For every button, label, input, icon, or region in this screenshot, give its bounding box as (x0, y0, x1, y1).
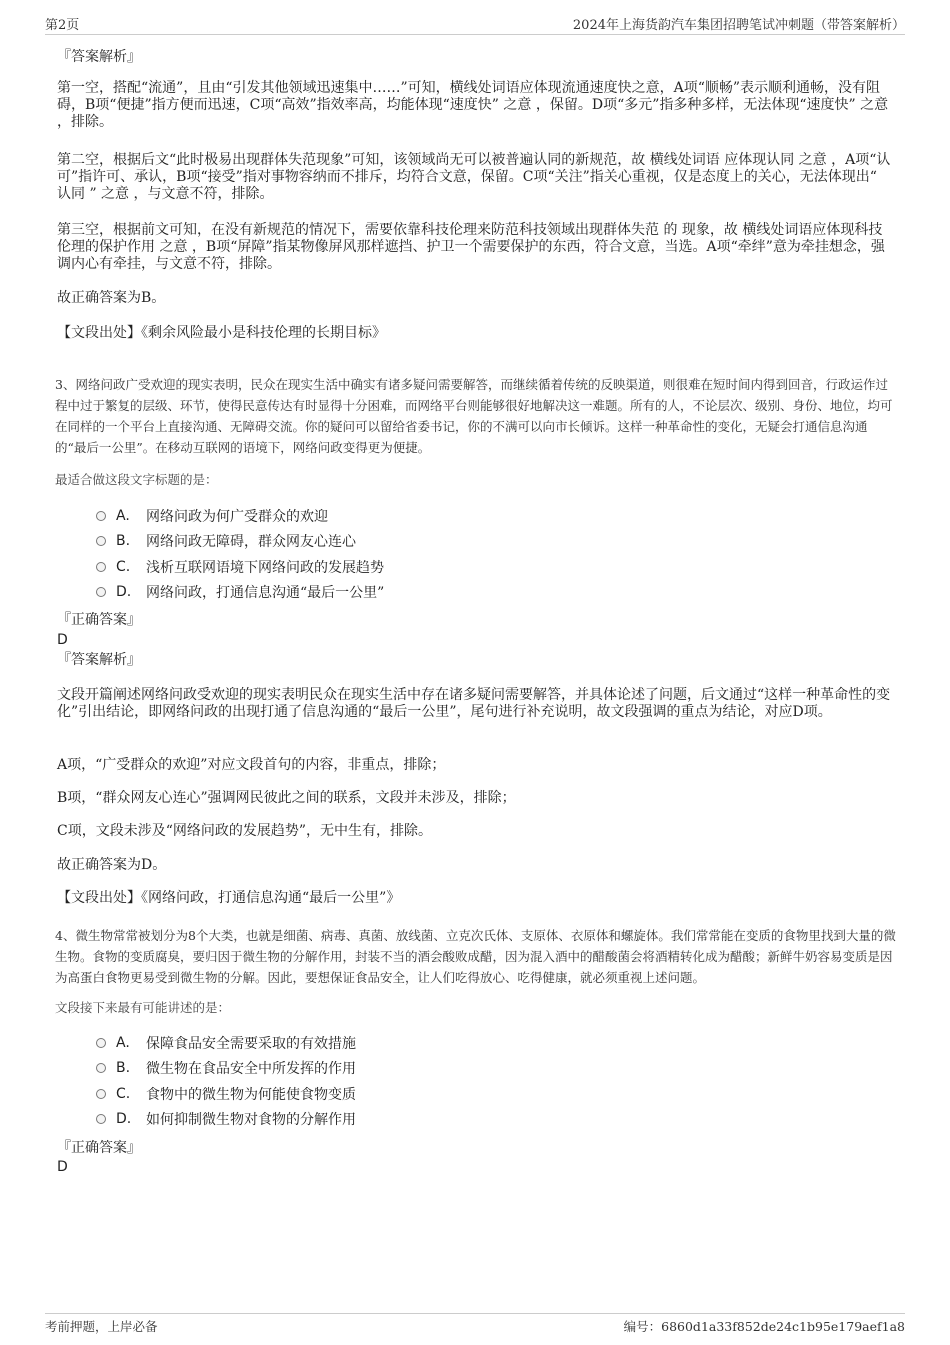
option-letter: D. (116, 1111, 132, 1128)
q4-option-b[interactable] (96, 1056, 356, 1082)
option-text: 食物中的微生物为何能使食物变质 (146, 1086, 356, 1103)
page-number: 第2页 (45, 18, 80, 33)
option-letter: B. (116, 533, 131, 550)
option-letter: A. (116, 507, 130, 524)
option-letter: B. (116, 1060, 131, 1077)
option-letter: D. (116, 584, 132, 601)
document-code: 编号：6860d1a33f852de24c1b95e179aef1a8 (623, 1319, 905, 1334)
radio-icon[interactable] (96, 511, 106, 521)
q4-answer: D (57, 1159, 68, 1175)
q2-source: 【文段出处】《剩余风险最小是科技伦理的长期目标》 (57, 325, 386, 341)
q4-stem: 4、微生物常常被划分为8个大类，也就是细菌、病毒、真菌、放线菌、立克次氏体、支原体、衣原体和螺旋体。我们常常能在变质的食物里找到大量的微生物。食物的变质腐臭，要归因于微生物的分解作用，封装不当的酒会酸败成醋，因为混入酒中的醋酸菌会将酒精转化成为醋酸；新鲜牛奶容易变质是因为高蛋白食物更易受到微生物的分解。因此，要想保证食品安全，让人们吃得放心、吃得健康，就必须重视上述问题。 (55, 928, 896, 985)
q4-option-d[interactable] (96, 1107, 356, 1133)
radio-icon[interactable] (96, 1038, 106, 1048)
radio-icon[interactable] (96, 587, 106, 597)
radio-icon[interactable] (96, 1089, 106, 1099)
q3-conclusion: 故正确答案为D。 (57, 857, 167, 873)
radio-icon[interactable] (96, 1114, 106, 1124)
q4-options (96, 1030, 356, 1132)
radio-icon[interactable] (96, 536, 106, 546)
page-footer (45, 1313, 905, 1336)
q4-option-a[interactable] (96, 1030, 356, 1056)
q3-source: 【文段出处】《网络问政，打通信息沟通“最后一公里”》 (57, 890, 401, 906)
q2-analysis-p1: 第一空，搭配“流通”，且由“引发其他领域迅速集中……”可知，横线处词语应体现流通速度快之意，A项“顺畅”表示顺利通畅，没有阻碍，B项“便捷”指方便而迅速，C项“高效”指效率高，均能体现“速度快” 之意 ，保留。D项“多元”指多种多样，无法体现“速度快” 之意 ，排除。 (57, 80, 889, 130)
q2-analysis-label: 『答案解析』 (57, 49, 141, 65)
option-letter: A. (116, 1034, 130, 1051)
q3-prompt: 最适合做这段文字标题的是： (55, 472, 218, 487)
option-letter: C. (116, 1085, 131, 1102)
radio-icon[interactable] (96, 562, 106, 572)
option-text: 网络问政无障碍，群众网友心连心 (146, 534, 356, 551)
q3-answer-label: 『正确答案』 (57, 612, 141, 628)
option-text: 浅析互联网语境下网络问政的发展趋势 (146, 559, 384, 576)
radio-icon[interactable] (96, 1063, 106, 1073)
q3-analysis-b: B项，“群众网友心连心”强调网民彼此之间的联系，文段并未涉及，排除； (57, 790, 516, 806)
q3-option-b[interactable] (96, 529, 384, 555)
q3-analysis-a: A项，“广受群众的欢迎”对应文段首句的内容，非重点，排除； (57, 757, 446, 773)
q3-option-a[interactable] (96, 503, 384, 529)
option-text: 微生物在食品安全中所发挥的作用 (146, 1061, 356, 1078)
option-text: 网络问政，打通信息沟通“最后一公里” (146, 585, 385, 602)
q3-analysis-label: 『答案解析』 (57, 652, 141, 668)
document-title: 2024年上海货韵汽车集团招聘笔试冲刺题（带答案解析） (572, 18, 905, 33)
q2-analysis-p2: 第二空，根据后文“此时极易出现群体失范现象”可知，该领域尚无可以被普遍认同的新规范，故 横线处词语 应体现认同 之意 ，A项“认可”指许可、承认，B项“接受”指对事物容纳而不排斥，均符合文意，保留。C项“关注”指关心重视，仅是态度上的关心，无法体现出“ 认同 ” 之意 ，与文意不符，排除。 (57, 152, 891, 202)
q3-analysis-p1: 文段开篇阐述网络问政受欢迎的现实表明民众在现实生活中存在诸多疑问需要解答，并具体论述了问题，后文通过“这样一种革命性的变化”引出结论，即网络问政的出现打通了信息沟通的“最后一公里”，尾句进行补充说明，故文段强调的重点为结论，对应D项。 (57, 687, 891, 720)
q3-stem: 3、网络问政广受欢迎的现实表明，民众在现实生活中确实有诸多疑问需要解答，而继续循着传统的反映渠道，则很难在短时间内得到回音，行政运作过程中过于繁复的层级、环节，使得民意传达有时显得十分困难，而网络平台则能够很好地解决这一难题。所有的人，不论层次、级别、身份、地位，均可在同样的一个平台上直接沟通、无障碍交流。你的疑问可以留给省委书记，你的不满可以向市长倾诉。这样一种革命性的变化，无疑会打通信息沟通的“最后一公里”。在移动互联网的语境下，网络问政变得更为便捷。 (55, 377, 893, 455)
option-text: 网络问政为何广受群众的欢迎 (146, 508, 328, 525)
q4-answer-label: 『正确答案』 (57, 1140, 141, 1156)
footer-slogan: 考前押题，上岸必备 (45, 1319, 158, 1334)
option-text: 如何抑制微生物对食物的分解作用 (146, 1112, 356, 1129)
page-header (45, 14, 905, 35)
q3-analysis-c: C项，文段未涉及“网络问政的发展趋势”，无中生有，排除。 (57, 823, 433, 839)
q2-analysis-p3: 第三空，根据前文可知，在没有新规范的情况下，需要依靠科技伦理来防范科技领域出现群体失范 的 现象，故 横线处词语应体现科技伦理的保护作用 之意 ，B项“屏障”指某物像屏风那样遮挡、护卫一个需要保护的东西，符合文意，当选。A项“牵绊”意为牵挂想念，强调内心有牵挂，与文意不符，排除。 (57, 222, 885, 272)
option-text: 保障食品安全需要采取的有效措施 (146, 1035, 356, 1052)
option-letter: C. (116, 558, 131, 575)
q3-options (96, 503, 384, 605)
q4-prompt: 文段接下来最有可能讲述的是： (55, 1000, 231, 1015)
q4-option-c[interactable] (96, 1081, 356, 1107)
q2-conclusion: 故正确答案为B。 (57, 290, 166, 306)
q3-option-d[interactable] (96, 580, 384, 606)
q3-option-c[interactable] (96, 554, 384, 580)
q3-answer: D (57, 632, 68, 648)
